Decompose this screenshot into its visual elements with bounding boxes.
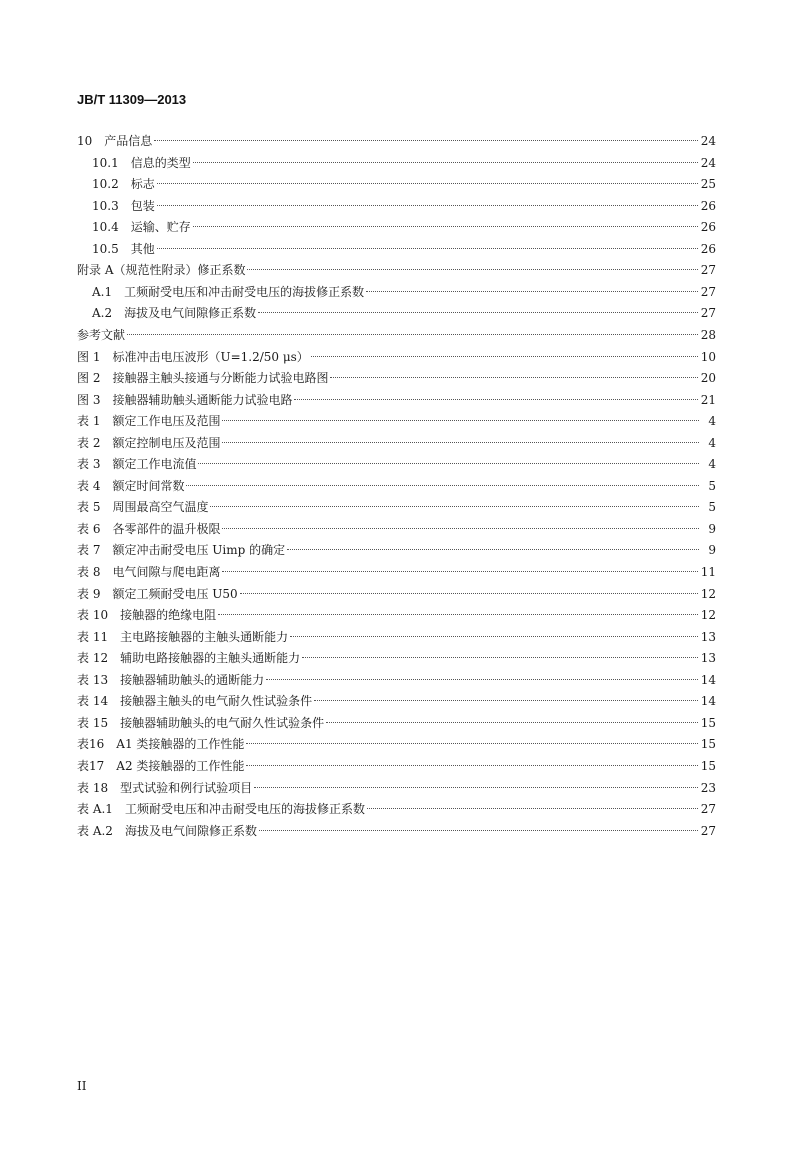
toc-entry-page: 24 <box>700 134 716 148</box>
toc-entry-page: 9 <box>708 521 716 536</box>
toc-entry-number: 表16 <box>77 737 105 752</box>
toc-entry[interactable] <box>77 497 716 517</box>
toc-entry-title: 接触器的绝缘电阻 <box>120 608 217 623</box>
toc-entry-title: 接触器主触头接通与分断能力试验电路图 <box>112 371 329 386</box>
toc-entry[interactable] <box>77 540 716 560</box>
toc-entry-page: 24 <box>700 155 716 170</box>
toc-entry-number: 表 3 <box>77 457 101 472</box>
toc-entry-page: 27 <box>700 306 716 321</box>
toc-entry[interactable] <box>77 476 716 496</box>
dot-leader <box>246 743 697 744</box>
dot-leader <box>157 205 698 206</box>
dot-leader <box>193 162 698 163</box>
toc-entry-number: 表 A.2 <box>77 823 113 838</box>
toc-entry-number: 表 2 <box>77 435 101 450</box>
toc-entry[interactable] <box>77 627 716 647</box>
toc-entry-number: 表 11 <box>77 629 109 644</box>
dot-leader <box>302 657 698 658</box>
toc-entry-page: 13 <box>700 651 716 666</box>
toc-entry-page: 4 <box>708 435 716 450</box>
toc-entry-number: 图 3 <box>77 392 101 407</box>
toc-entry-page: 26 <box>700 198 716 213</box>
toc-entry[interactable] <box>92 282 716 302</box>
toc-entry-number: 表 A.1 <box>77 802 113 817</box>
toc-entry[interactable] <box>92 196 716 216</box>
dot-leader <box>157 248 698 249</box>
toc-entry[interactable] <box>77 778 716 798</box>
toc-entry[interactable] <box>77 734 716 754</box>
toc-entry-title: A1 类接触器的工作性能 <box>116 737 245 752</box>
toc-entry[interactable] <box>77 691 716 711</box>
toc-entry-number: 表 8 <box>77 565 101 579</box>
toc-entry-title: 其他 <box>130 241 155 256</box>
toc-entry-page: 14 <box>700 694 716 709</box>
page-number: II <box>77 1079 87 1093</box>
toc-entry[interactable] <box>77 368 716 388</box>
toc-entry-title: 产品信息 <box>104 134 153 148</box>
dot-leader <box>154 140 697 141</box>
dot-leader <box>290 636 698 637</box>
toc-entry[interactable] <box>77 131 716 151</box>
toc-entry-title: 额定时间常数 <box>112 478 185 493</box>
toc-entry[interactable] <box>77 325 716 345</box>
toc-entry-title: 额定工作电压及范围 <box>112 414 221 429</box>
dot-leader <box>366 291 698 292</box>
toc-entry-number: 表 13 <box>77 672 109 687</box>
toc-entry-number: 10.2 <box>92 177 119 192</box>
dot-leader <box>222 442 699 443</box>
dot-leader <box>247 269 697 270</box>
toc-entry-title: 标志 <box>130 177 155 192</box>
toc-entry-number: 表 7 <box>77 543 101 558</box>
dot-leader <box>266 679 698 680</box>
toc-entry[interactable] <box>77 584 716 604</box>
dot-leader <box>367 808 698 809</box>
toc-entry[interactable] <box>77 347 716 367</box>
toc-entry[interactable] <box>77 648 716 668</box>
toc-entry[interactable] <box>92 303 716 323</box>
toc-entry-title: 参考文献 <box>77 327 126 342</box>
toc-entry-number: 表 12 <box>77 651 109 666</box>
toc-entry[interactable] <box>77 390 716 410</box>
dot-leader <box>222 420 699 421</box>
toc-entry-title: 接触器辅助触头的通断能力 <box>120 672 265 687</box>
toc-entry-title: 型式试验和例行试验项目 <box>120 780 253 795</box>
toc-entry-number: 图 1 <box>77 349 101 364</box>
toc-entry-page: 15 <box>700 737 716 752</box>
toc-entry-number: 表 1 <box>77 414 101 429</box>
toc-entry-title: A2 类接触器的工作性能 <box>116 758 245 773</box>
toc-entry-page: 14 <box>700 672 716 687</box>
toc-entry-title: 额定冲击耐受电压 Uimp 的确定 <box>112 543 286 558</box>
dot-leader <box>326 722 698 723</box>
toc-entry-page: 5 <box>708 500 716 515</box>
dot-leader <box>240 593 698 594</box>
toc-entry-page: 26 <box>700 220 716 235</box>
toc-entry[interactable] <box>77 519 716 539</box>
toc-entry-title: 接触器辅助触头的电气耐久性试验条件 <box>120 715 325 730</box>
toc-entry-number: 表 4 <box>77 478 101 493</box>
toc-entry-number: 10 <box>77 134 93 148</box>
document-id: JB/T 11309—2013 <box>77 92 187 107</box>
dot-leader <box>186 485 699 486</box>
toc-entry-page: 9 <box>708 543 716 558</box>
toc-entry-number: 表 5 <box>77 500 101 515</box>
toc-entry-title: 额定控制电压及范围 <box>112 435 221 450</box>
dot-leader <box>311 356 698 357</box>
toc-entry-page: 12 <box>700 586 716 601</box>
toc-entry-number: 10.1 <box>92 155 119 170</box>
toc-entry-page: 27 <box>700 823 716 838</box>
toc-entry-title: 信息的类型 <box>130 155 191 170</box>
toc-entry-title: 标准冲击电压波形（U=1.2/50 μs） <box>112 349 309 364</box>
toc-entry[interactable] <box>77 433 716 453</box>
toc-entry-number: 表 10 <box>77 608 109 623</box>
toc-entry-title: 工频耐受电压和冲击耐受电压的海拔修正系数 <box>124 802 365 817</box>
dot-leader <box>210 506 699 507</box>
toc-entry-title: 各零部件的温升极限 <box>112 521 221 536</box>
dot-leader <box>127 334 698 335</box>
toc-entry[interactable] <box>77 799 716 819</box>
dot-leader <box>222 528 699 529</box>
toc-entry-title: 额定工作电流值 <box>112 457 197 472</box>
toc-entry-title: 辅助电路接触器的主触头通断能力 <box>120 651 301 666</box>
toc-entry[interactable] <box>77 605 716 625</box>
toc-entry-page: 28 <box>700 327 716 342</box>
dot-leader <box>222 571 697 572</box>
dot-leader <box>246 765 697 766</box>
dot-leader <box>259 830 698 831</box>
dot-leader <box>157 183 698 184</box>
toc-entry-number: 表 18 <box>77 780 109 795</box>
toc-entry-page: 25 <box>700 177 716 192</box>
toc-entry-page: 5 <box>708 478 716 493</box>
dot-leader <box>314 700 698 701</box>
toc-entry-page: 27 <box>700 263 716 278</box>
toc-entry-title: 接触器主触头的电气耐久性试验条件 <box>120 694 313 709</box>
toc-entry[interactable] <box>92 217 716 237</box>
toc-entry[interactable] <box>77 454 716 474</box>
toc-entry-number: 表 9 <box>77 586 101 601</box>
toc-entry-page: 15 <box>700 715 716 730</box>
toc-entry-page: 11 <box>700 565 716 579</box>
toc-entry-page: 21 <box>700 392 716 407</box>
toc-entry-title: 电气间隙与爬电距离 <box>112 565 221 579</box>
toc-entry[interactable] <box>92 153 716 173</box>
toc-entry-page: 26 <box>700 241 716 256</box>
dot-leader <box>287 549 699 550</box>
toc-entry[interactable] <box>77 821 716 841</box>
toc-entry-page: 15 <box>700 758 716 773</box>
dot-leader <box>294 399 697 400</box>
toc-entry[interactable] <box>77 713 716 733</box>
toc-entry[interactable] <box>77 756 716 776</box>
dot-leader <box>198 463 699 464</box>
toc-entry-page: 27 <box>700 802 716 817</box>
dot-leader <box>330 377 697 378</box>
toc-entry[interactable] <box>77 562 716 582</box>
toc-entry-page: 10 <box>700 349 716 364</box>
toc-entry-number: 表17 <box>77 758 105 773</box>
toc-entry-page: 4 <box>708 414 716 429</box>
toc-entry-title: 附录 A（规范性附录）修正系数 <box>77 263 246 278</box>
toc-entry-title: 运输、贮存 <box>130 220 191 235</box>
toc-entry-title: 额定工频耐受电压 U50 <box>112 586 238 601</box>
toc-entry-number: 图 2 <box>77 371 101 386</box>
toc-entry-number: A.1 <box>92 284 113 299</box>
toc-entry-page: 23 <box>700 780 716 795</box>
toc-entry[interactable] <box>92 239 716 259</box>
toc-entry-title: 海拔及电气间隙修正系数 <box>124 823 257 838</box>
toc-entry-number: 10.4 <box>92 220 119 235</box>
toc-entry-page: 13 <box>700 629 716 644</box>
toc-entry-title: 包装 <box>130 198 155 213</box>
toc-entry-title: 主电路接触器的主触头通断能力 <box>120 629 289 644</box>
toc-entry-page: 20 <box>700 371 716 386</box>
toc-entry-number: 表 6 <box>77 521 101 536</box>
dot-leader <box>193 226 698 227</box>
dot-leader <box>254 787 698 788</box>
toc-entry[interactable] <box>77 260 716 280</box>
toc-entry-number: 表 15 <box>77 715 109 730</box>
toc-entry-page: 27 <box>700 284 716 299</box>
toc-entry-title: 接触器辅助触头通断能力试验电路 <box>112 392 293 407</box>
toc-entry-number: 10.5 <box>92 241 119 256</box>
toc-entry-page: 12 <box>700 608 716 623</box>
toc-entry-page: 4 <box>708 457 716 472</box>
toc-entry-number: 10.3 <box>92 198 119 213</box>
toc-entry-title: 海拔及电气间隙修正系数 <box>124 306 257 321</box>
toc-entry[interactable] <box>77 670 716 690</box>
toc-entry-number: 表 14 <box>77 694 109 709</box>
toc-entry-title: 周围最高空气温度 <box>112 500 209 515</box>
toc-entry-title: 工频耐受电压和冲击耐受电压的海拔修正系数 <box>124 284 365 299</box>
toc-entry-number: A.2 <box>92 306 113 321</box>
dot-leader <box>218 614 698 615</box>
toc-entry[interactable] <box>77 411 716 431</box>
toc-entry[interactable] <box>92 174 716 194</box>
dot-leader <box>258 312 698 313</box>
